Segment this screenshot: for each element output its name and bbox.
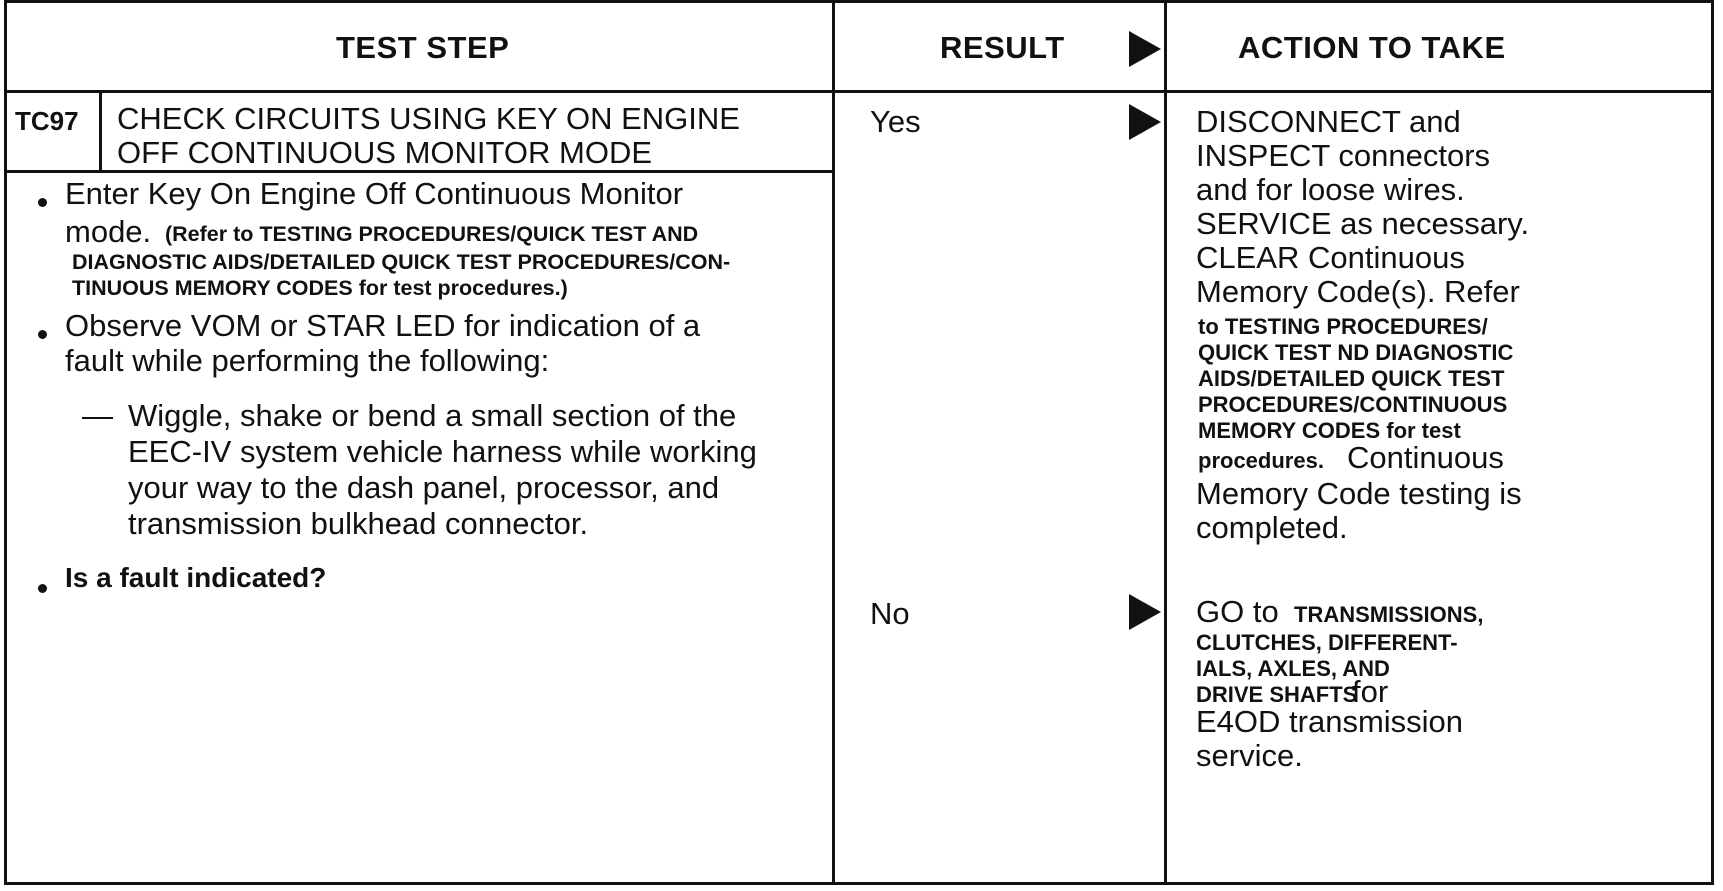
- header-result: RESULT: [940, 30, 1065, 65]
- column-divider-result: [832, 0, 835, 885]
- bullet1-line4: TINUOUS MEMORY CODES for test procedures.): [72, 276, 568, 300]
- action-no-go: GO to: [1196, 594, 1279, 629]
- action-yes-ref-line: to TESTING PROCEDURES/: [1198, 314, 1488, 339]
- question: Is a fault indicated?: [65, 562, 327, 593]
- header-arrow-icon: [1129, 31, 1161, 67]
- header-action-to-take: ACTION TO TAKE: [1238, 30, 1506, 65]
- header-rule: [4, 90, 1714, 93]
- result-no: No: [870, 596, 910, 631]
- bullet1-line3: DIAGNOSTIC AIDS/DETAILED QUICK TEST PROCEDURES/CON-: [72, 250, 731, 274]
- action-no-ref-drive: DRIVE SHAFTS: [1196, 682, 1358, 707]
- bullet-icon: [38, 330, 47, 339]
- action-yes-line: Memory Code(s). Refer: [1196, 274, 1520, 309]
- bullet1-line2-lead: mode.: [65, 214, 152, 249]
- action-yes-line: SERVICE as necessary.: [1196, 206, 1530, 241]
- action-yes-tail-line: completed.: [1196, 510, 1348, 545]
- sub-item-line3: your way to the dash panel, processor, and: [128, 470, 720, 505]
- action-no-ref-line: IALS, AXLES, AND: [1196, 656, 1390, 681]
- header-test-step: TEST STEP: [336, 30, 510, 65]
- action-no-ref: TRANSMISSIONS,: [1294, 602, 1484, 627]
- column-divider-action: [1164, 0, 1167, 885]
- bullet1-line1: Enter Key On Engine Off Continuous Monitor: [65, 176, 684, 211]
- action-yes-ref-line: PROCEDURES/CONTINUOUS: [1198, 392, 1508, 417]
- action-yes-ref-tail: procedures.: [1198, 448, 1324, 473]
- action-yes-continuous: Continuous: [1347, 440, 1504, 475]
- action-no-for: for: [1352, 674, 1389, 709]
- step-title-line2: OFF CONTINUOUS MONITOR MODE: [117, 135, 653, 170]
- action-yes-ref-line: QUICK TEST ND DIAGNOSTIC: [1198, 340, 1514, 365]
- action-yes-ref-line: AIDS/DETAILED QUICK TEST: [1198, 366, 1505, 391]
- action-yes-line: and for loose wires.: [1196, 172, 1465, 207]
- bullet-icon: [38, 584, 47, 593]
- bullet2-line1: Observe VOM or STAR LED for indication of a: [65, 308, 701, 343]
- sub-item-line4: transmission bulkhead connector.: [128, 506, 589, 541]
- yes-arrow-icon: [1129, 104, 1161, 140]
- action-no-tail-line: E4OD transmission: [1196, 704, 1464, 739]
- sub-item-line1: Wiggle, shake or bend a small section of the: [128, 398, 737, 433]
- step-id-divider: [99, 92, 102, 172]
- no-arrow-icon: [1129, 594, 1161, 630]
- sub-item-dash: —: [82, 398, 113, 433]
- step-id: TC97: [15, 106, 79, 136]
- step-title-line1: CHECK CIRCUITS USING KEY ON ENGINE: [117, 101, 740, 136]
- action-yes-tail-line: Memory Code testing is: [1196, 476, 1522, 511]
- action-no-tail-line: service.: [1196, 738, 1303, 773]
- action-yes-line: DISCONNECT and: [1196, 104, 1461, 139]
- bullet1-line2-ref: (Refer to TESTING PROCEDURES/QUICK TEST AND: [165, 222, 699, 246]
- action-yes-ref-line: MEMORY CODES for test: [1198, 418, 1461, 443]
- bullet2-line2: fault while performing the following:: [65, 343, 550, 378]
- result-yes: Yes: [870, 104, 921, 139]
- action-yes-line: CLEAR Continuous: [1196, 240, 1465, 275]
- bullet-icon: [38, 198, 47, 207]
- sub-item-line2: EEC-IV system vehicle harness while working: [128, 434, 757, 469]
- action-no-ref-line: CLUTCHES, DIFFERENT-: [1196, 630, 1458, 655]
- action-yes-line: INSPECT connectors: [1196, 138, 1491, 173]
